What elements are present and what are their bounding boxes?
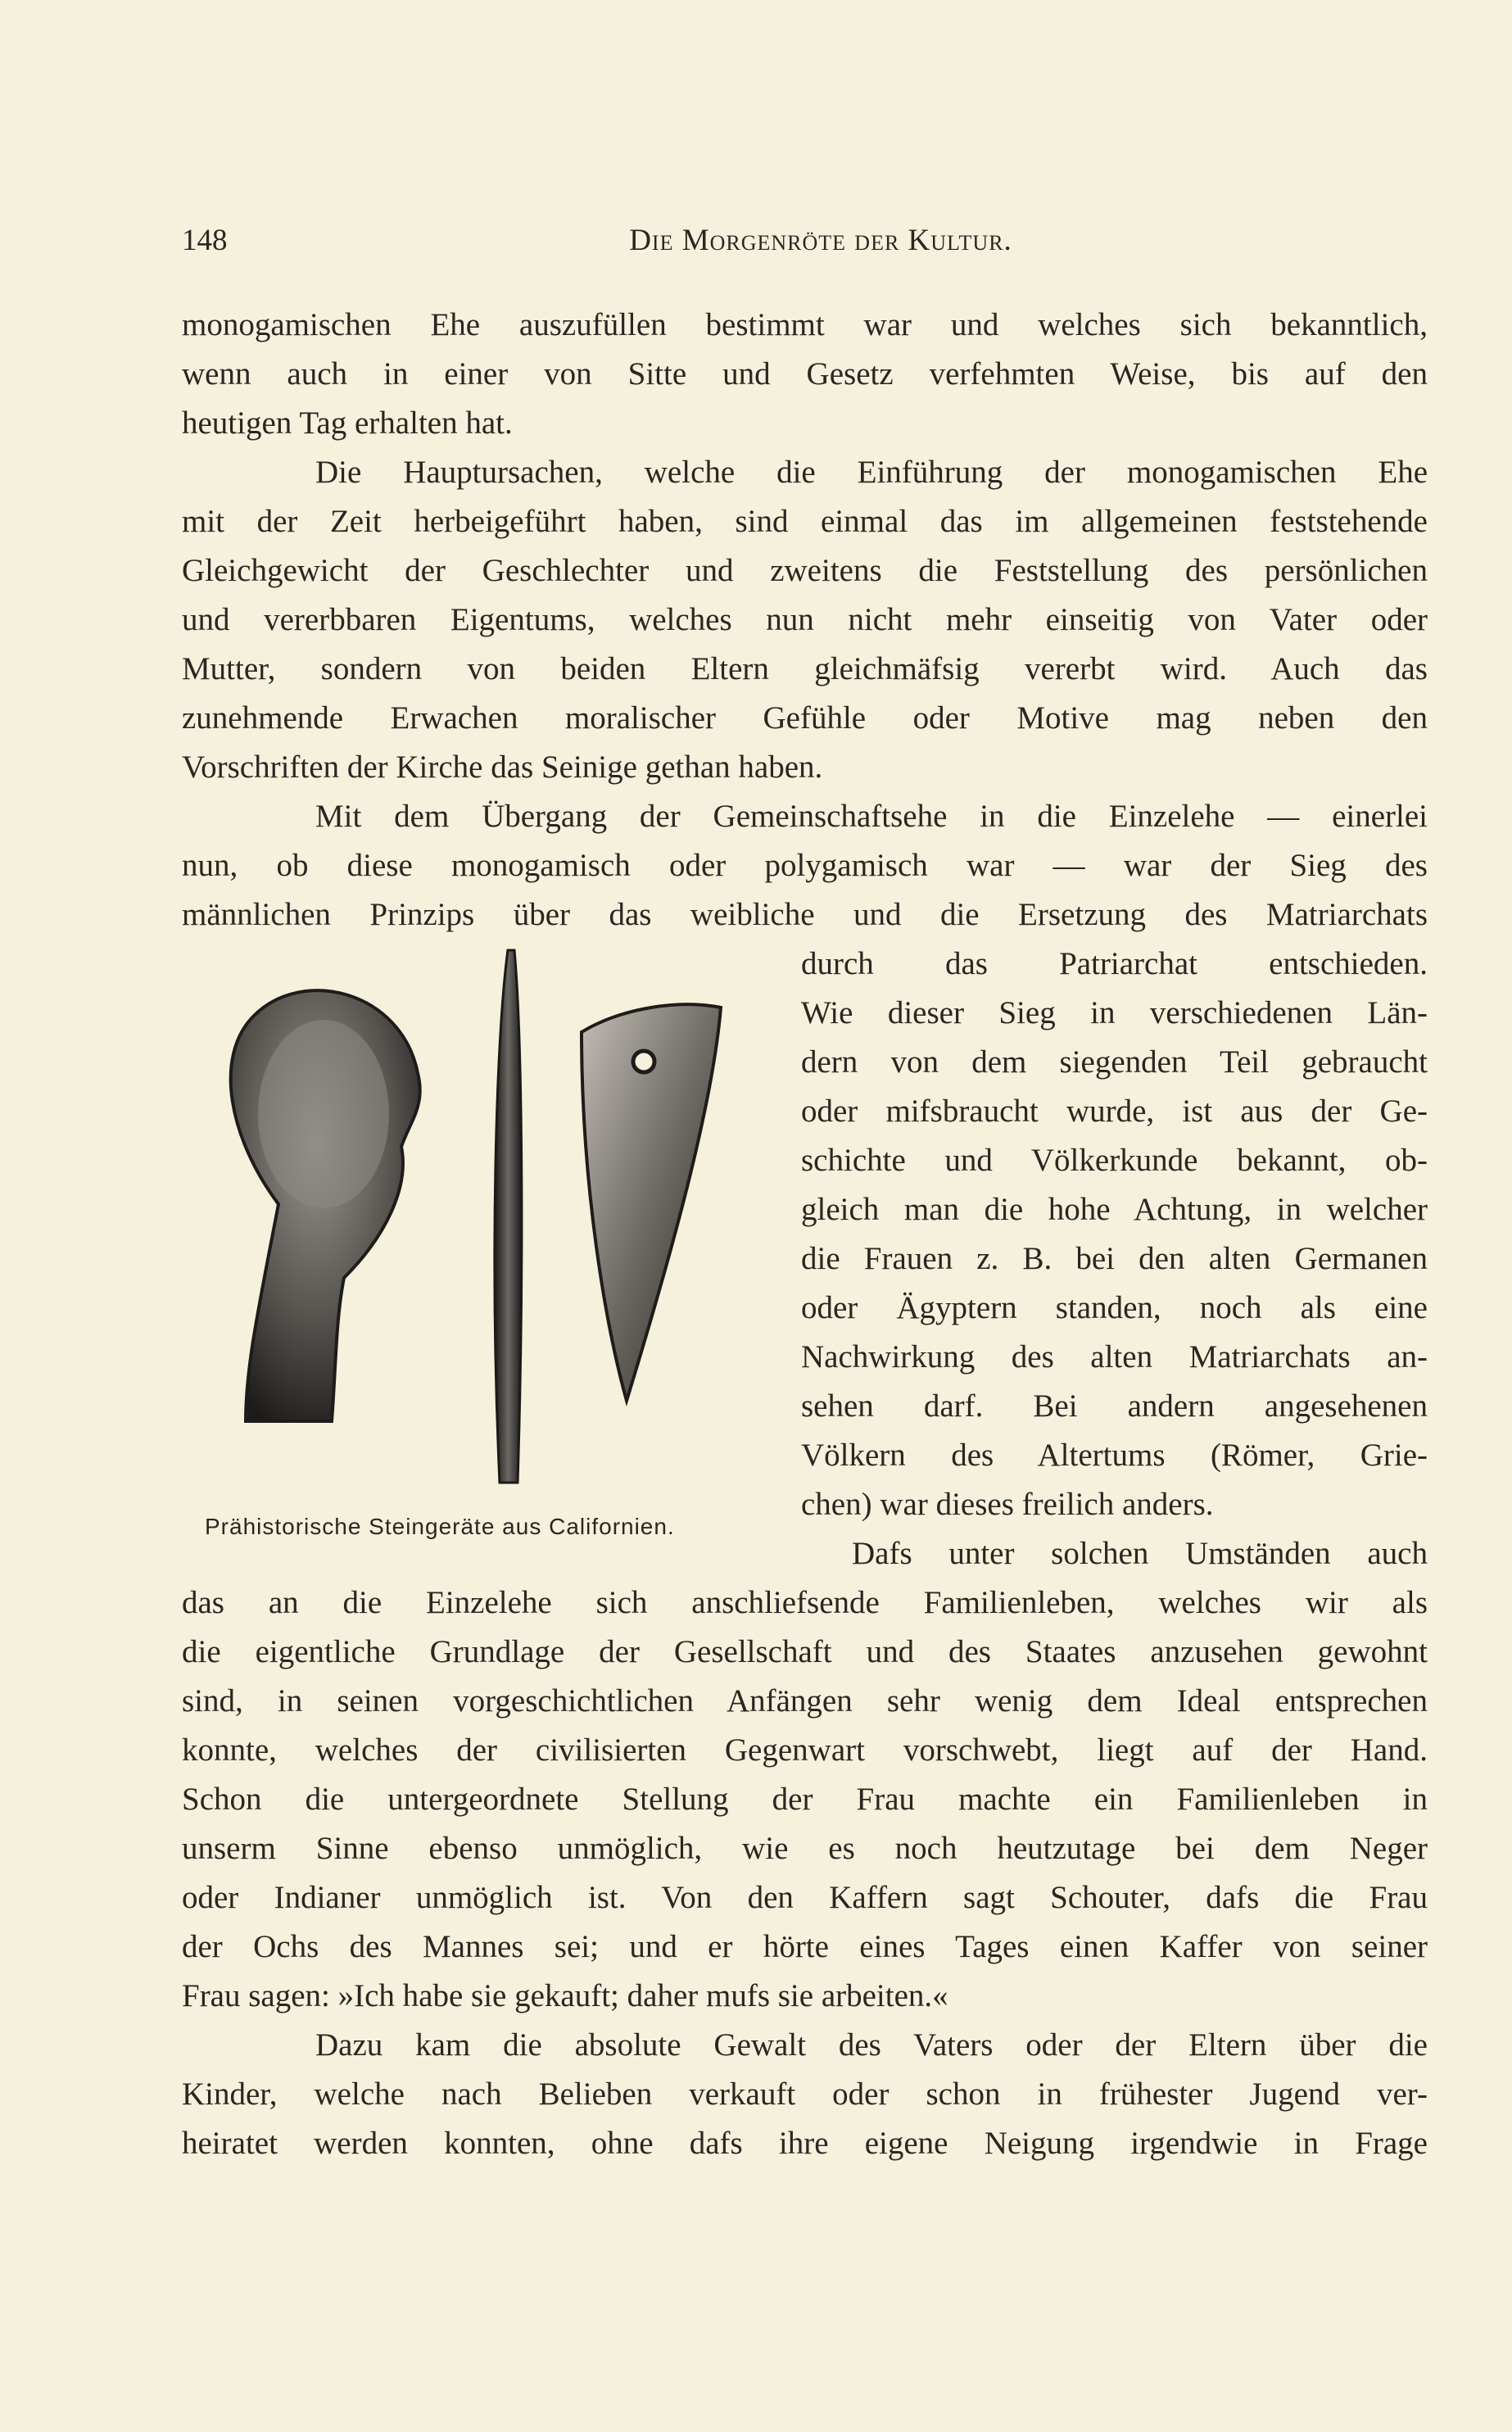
text-line: oder Indianer unmöglich ist. Von den Kaffern sagt Schouter, dafs die Frau [182,1880,1428,1915]
page-number: 148 [182,224,228,257]
text-line: Schon die untergeordnete Stellung der Frau machte ein Familienleben in [182,1782,1428,1817]
text-line: Gleichgewicht der Geschlechter und zweitens die Feststellung des persönlichen [182,553,1428,588]
text-line: zunehmende Erwachen moralischer Gefühle oder Motive mag neben den [182,700,1428,736]
text-line: Völkern des Altertums (Römer, Grie- [801,1438,1428,1473]
text-line: Kinder, welche nach Belieben verkauft oder schon in frühester Jugend ver- [182,2076,1428,2112]
text-line: Nachwirkung des alten Matriarchats an- [801,1339,1428,1375]
text-line: Wie dieser Sieg in verschiedenen Län- [801,995,1428,1030]
text-line: gleich man die hohe Achtung, in welcher [801,1192,1428,1227]
text-line: schichte und Völkerkunde bekannt, ob- [801,1143,1428,1178]
text-line: Mit dem Übergang der Gemeinschaftsehe in die Einzelehe — einerlei [315,799,1428,834]
page-header [182,223,1427,264]
text-line: oder Ägyptern standen, noch als eine [801,1290,1428,1325]
text-line: durch das Patriarchat entschieden. [801,946,1428,981]
stone-rod [495,950,522,1483]
text-line: wenn auch in einer von Sitte und Gesetz verfehmten Weise, bis auf den [182,356,1428,392]
text-line: sind, in seinen vorgeschichtlichen Anfängen sehr wenig dem Ideal entsprechen [182,1683,1428,1719]
text-line: die Frauen z. B. bei den alten Germanen [801,1241,1428,1276]
text-line: Die Hauptursachen, welche die Einführung der monogamischen Ehe [315,455,1428,490]
running-title: Die Morgenröte der Kultur. [629,224,1012,257]
text-line: das an die Einzelehe sich anschliefsende Familienleben, welches wir als [182,1585,1428,1620]
text-line: Dazu kam die absolute Gewalt des Vaters oder der Eltern über die [315,2027,1428,2063]
text-line: Dafs unter solchen Umständen auch [852,1536,1428,1571]
text-line: sehen darf. Bei andern angesehenen [801,1388,1428,1424]
text-line: Vorschriften der Kirche das Seinige gethan haben. [182,750,823,785]
text-line: unserm Sinne ebenso unmöglich, wie es noch heutzutage bei dem Neger [182,1831,1428,1866]
stone-pendant [582,1004,721,1401]
text-line: oder mifsbraucht wurde, ist aus der Ge- [801,1094,1428,1129]
figure-caption: Prähistorische Steingeräte aus Californien. [205,1514,675,1539]
text-line: nun, ob diese monogamisch oder polygamisch war — war der Sieg des [182,848,1428,883]
text-line: chen) war dieses freilich anders. [801,1487,1214,1522]
text-line: konnte, welches der civilisierten Gegenwart vorschwebt, liegt auf der Hand. [182,1732,1428,1768]
stone-tools-illustration [180,942,786,1499]
stone-spoon [231,990,420,1421]
text-line: die eigentliche Grundlage der Gesellschaft und des Staates anzusehen gewohnt [182,1634,1428,1669]
text-line: Frau sagen: »Ich habe sie gekauft; daher mufs sie arbeiten.« [182,1978,948,2013]
text-line: männlichen Prinzips über das weibliche und die Ersetzung des Matriarchats [182,897,1428,932]
text-line: Mutter, sondern von beiden Eltern gleichmäfsig vererbt wird. Auch das [182,651,1428,686]
text-line: mit der Zeit herbeigeführt haben, sind einmal das im allgemeinen feststehende [182,504,1428,539]
text-line: heutigen Tag erhalten hat. [182,405,513,441]
text-line: monogamischen Ehe auszufüllen bestimmt war und welches sich bekanntlich, [182,307,1428,342]
text-line: dern von dem siegenden Teil gebraucht [801,1044,1428,1080]
pendant-hole [633,1051,654,1072]
text-line: und vererbbaren Eigentums, welches nun nicht mehr einseitig von Vater oder [182,602,1428,637]
text-line: der Ochs des Mannes sei; und er hörte eines Tages einen Kaffer von seiner [182,1929,1428,1964]
text-line: heiratet werden konnten, ohne dafs ihre eigene Neigung irgendwie in Frage [182,2126,1428,2161]
